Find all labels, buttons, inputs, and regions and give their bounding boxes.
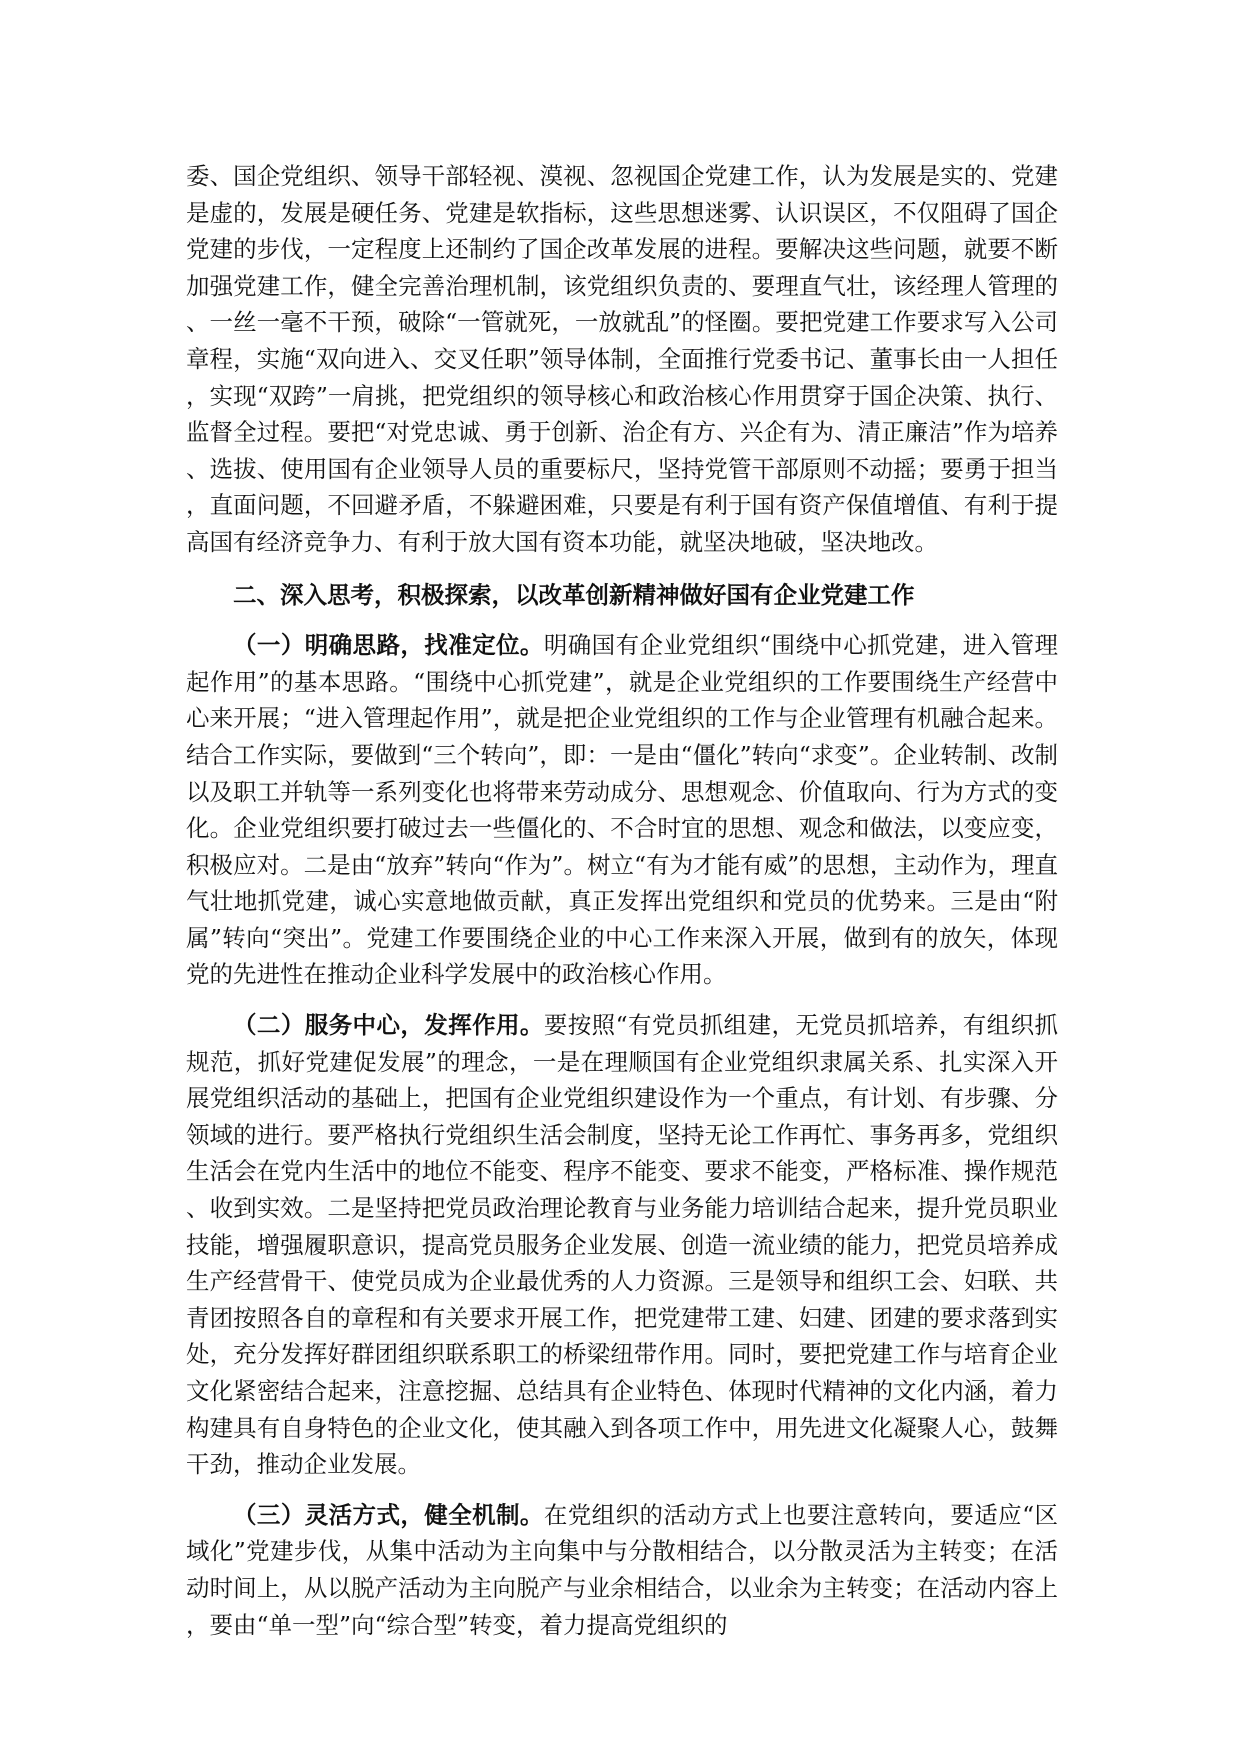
- section-heading: 二、深入思考，积极探索，以改革创新精神做好国有企业党建工作: [233, 580, 915, 609]
- subsection-1-lead: （一）明确思路，找准定位。: [233, 631, 544, 660]
- subsection-3-lead: （三）灵活方式，健全机制。: [233, 1500, 544, 1529]
- document-body: [186, 158, 1058, 1643]
- subsection-1-paragraph: [186, 627, 1058, 993]
- subsection-2-lead: （二）服务中心，发挥作用。: [233, 1011, 544, 1040]
- opening-paragraph: 委、国企党组织、领导干部轻视、漠视、忽视国企党建工作，认为发展是实的、党建是虚的，发展是硬任务、党建是软指标，这些思想迷雾、认识误区，不仅阻碍了国企党建的步伐，一定程度上还制约了国企改革发展的进程。要解决这些问题，就要不断加强党建工作，健全完善治理机制，该党组织负责的、要理直气壮，该经理人管理的、一丝一毫不干预，破除“一管就死，一放就乱”的怪圈。要把党建工作要求写入公司章程，实施“双向进入、交叉任职”领导体制，全面推行党委书记、董事长由一人担任，实现“双跨”一肩挑，把党组织的领导核心和政治核心作用贯穿于国企决策、执行、监督全过程。要把“对党忠诚、勇于创新、治企有方、兴企有为、清正廉洁”作为培养、选拔、使用国有企业领导人员的重要标尺，坚持党管干部原则不动摇；要勇于担当，直面问题，不回避矛盾，不躲避困难，只要是有利于国有资产保值增值、有利于提高国有经济竞争力、有利于放大国有资本功能，就坚决地破，坚决地改。: [186, 162, 1058, 556]
- subsection-3-paragraph: [186, 1497, 1058, 1643]
- subsection-1-body: 明确国有企业党组织“围绕中心抓党建，进入管理起作用”的基本思路。“围绕中心抓党建”，就是企业党组织的工作要围绕生产经营中心来开展；“进入管理起作用”，就是把企业党组织的工作与企业管理有机融合起来。结合工作实际，要做到“三个转向”，即：一是由“僵化”转向“求变”。企业转制、改制以及职工并轨等一系列变化也将带来劳动成分、思想观念、价值取向、行为方式的变化。企业党组织要打破过去一些僵化的、不合时宜的思想、观念和做法，以变应变，积极应对。二是由“放弃”转向“作为”。树立“有为才能有威”的思想，主动作为，理直气壮地抓党建，诚心实意地做贡献，真正发挥出党组织和党员的优势来。三是由“附属”转向“突出”。党建工作要围绕企业的中心工作来深入开展，做到有的放矢，体现党的先进性在推动企业科学发展中的政治核心作用。: [186, 631, 1059, 989]
- subsection-2-body: 要按照“有党员抓组建，无党员抓培养，有组织抓规范，抓好党建促发展”的理念，一是在理顺国有企业党组织隶属关系、扎实深入开展党组织活动的基础上，把国有企业党组织建设作为一个重点，有计划、有步骤、分领域的进行。要严格执行党组织生活会制度，坚持无论工作再忙、事务再多，党组织生活会在党内生活中的地位不能变、程序不能变、要求不能变，严格标准、操作规范、收到实效。二是坚持把党员政治理论教育与业务能力培训结合起来，提升党员职业技能，增强履职意识，提高党员服务企业发展、创造一流业绩的能力，把党员培养成生产经营骨干、使党员成为企业最优秀的人力资源。三是领导和组织工会、妇联、共青团按照各自的章程和有关要求开展工作，把党建带工建、妇建、团建的要求落到实处，充分发挥好群团组织联系职工的桥梁纽带作用。同时，要把党建工作与培育企业文化紧密结合起来，注意挖掘、总结具有企业特色、体现时代精神的文化内涵，着力构建具有自身特色的企业文化，使其融入到各项工作中，用先进文化凝聚人心，鼓舞干劲，推动企业发展。: [186, 1011, 1059, 1479]
- subsection-2-paragraph: [186, 1007, 1058, 1483]
- subsection-3-body: 在党组织的活动方式上也要注意转向，要适应“区域化”党建步伐，从集中活动为主向集中与分散相结合，以分散灵活为主转变；在活动时间上，从以脱产活动为主向脱产与业余相结合，以业余为主转变；在活动内容上，要由“单一型”向“综合型”转变，着力提高党组织的: [186, 1500, 1059, 1639]
